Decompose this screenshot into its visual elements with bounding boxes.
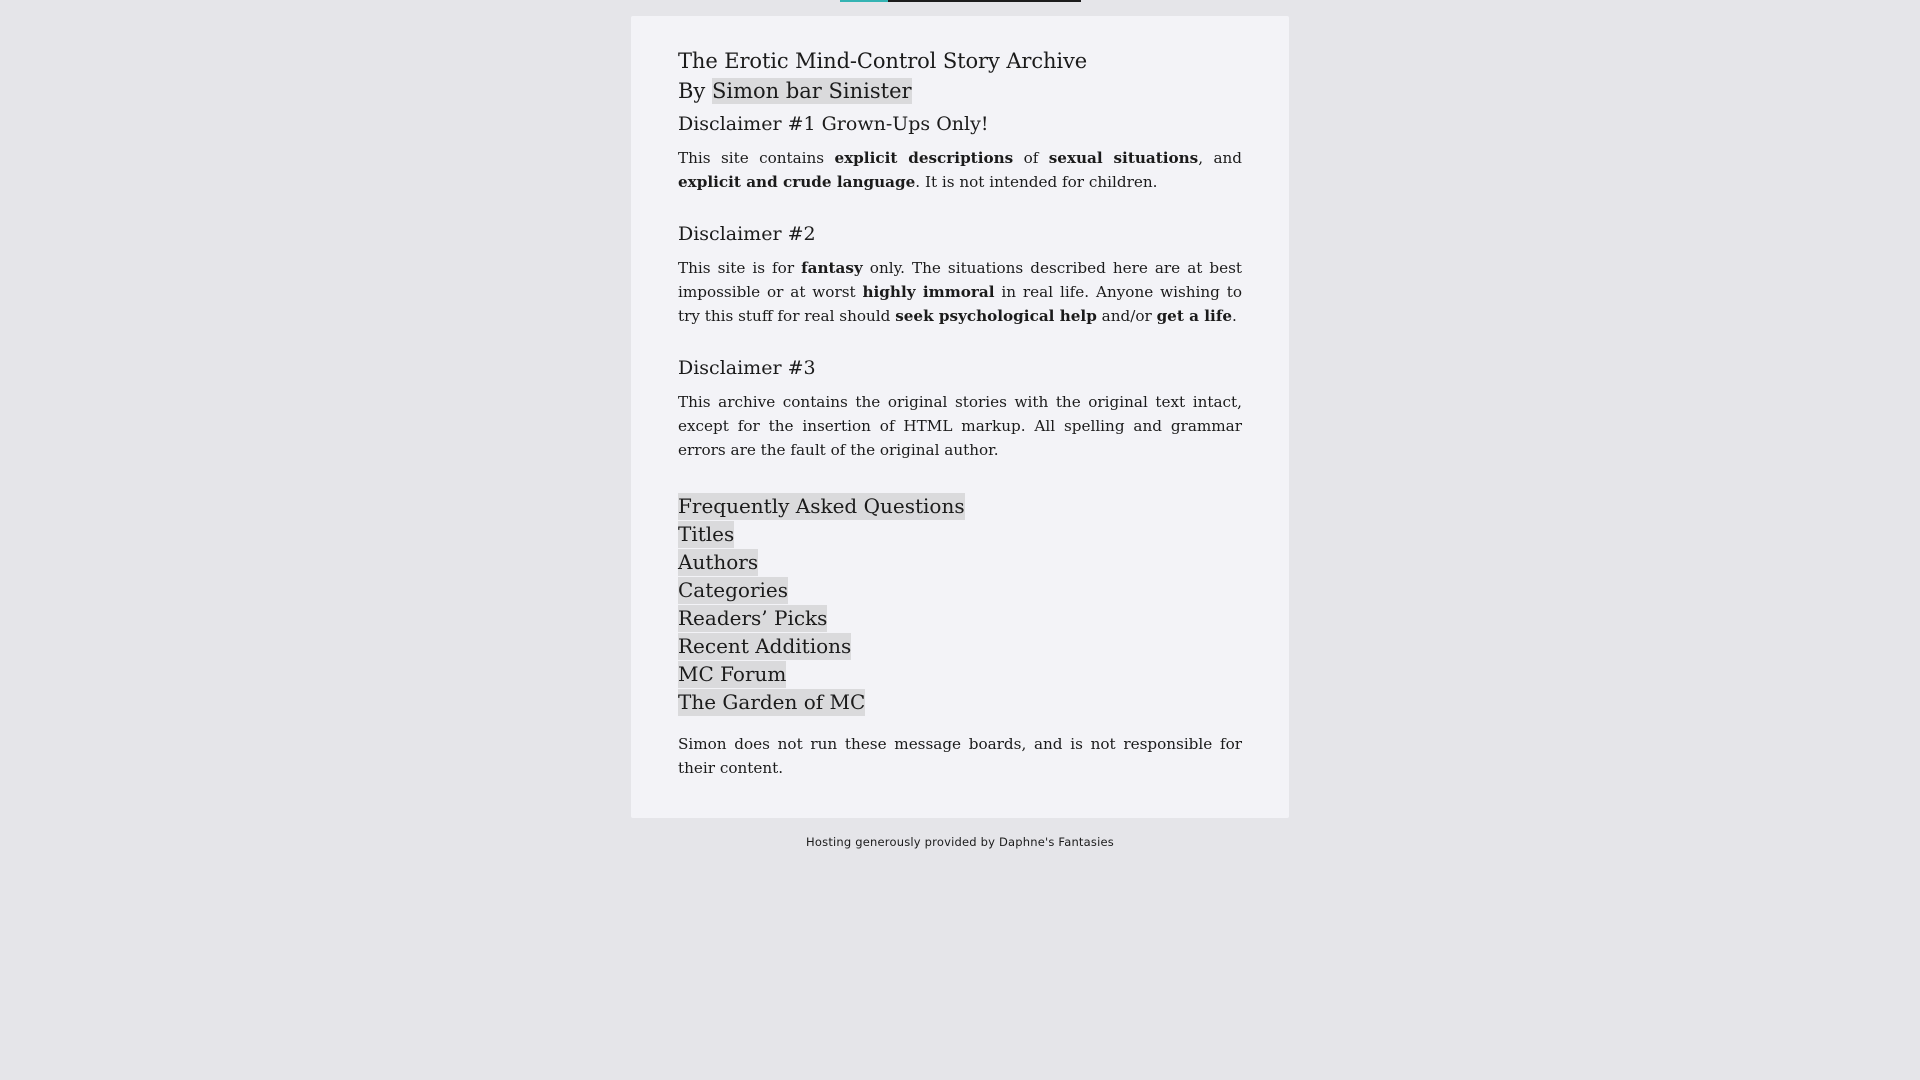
nav-link-faq[interactable]: Frequently Asked Questions [678, 494, 965, 518]
disclaimer-2-text [678, 256, 1242, 328]
main-card [631, 16, 1289, 818]
text-run: only. The situations described here are at best impossible or at worst [678, 259, 1242, 301]
nav-item-faq [678, 492, 1242, 520]
text-run: . It is not intended for children. [915, 173, 1158, 191]
disclaimer-1-text [678, 146, 1242, 194]
site-nav [678, 492, 1242, 716]
disclaimer-1-title: Disclaimer #1 Grown-Ups Only! [678, 113, 989, 135]
text-run: , and [1198, 149, 1243, 167]
byline [678, 76, 1242, 106]
bold-run: highly immoral [862, 283, 995, 301]
disclaimer-3-title: Disclaimer #3 [678, 357, 816, 379]
disclaimer-2 [678, 220, 1242, 328]
footer-prefix: Hosting generously provided by [806, 835, 999, 849]
disclaimer-2-title: Disclaimer #2 [678, 223, 816, 245]
bold-run: seek psychological help [895, 307, 1097, 325]
nav-link-mc-forum[interactable]: MC Forum [678, 662, 787, 686]
footer [0, 835, 1920, 849]
nav-link-readers-picks[interactable]: Readers’ Picks [678, 606, 828, 630]
text-run: This site is for [678, 259, 802, 277]
top-progress-accent [840, 0, 888, 2]
text-run: This site contains [678, 149, 835, 167]
spacer [678, 194, 1242, 220]
nav-item-mc-forum [678, 660, 1242, 688]
bold-run: sexual situations [1048, 149, 1199, 167]
text-run: and/or [1096, 307, 1157, 325]
site-title: The Erotic Mind-Control Story Archive [678, 49, 1088, 73]
bold-run: explicit and crude language [678, 173, 916, 191]
nav-link-garden-of-mc[interactable]: The Garden of MC [678, 690, 866, 714]
disclaimer-3-text: This archive contains the original stories with the original text intact, except for the insertion of HTML markup. All spelling and grammar errors are the fault of the original author. [678, 393, 1242, 459]
bold-run: get a life [1156, 307, 1233, 325]
bold-run: explicit descriptions [834, 149, 1014, 167]
text-run: in real life. Anyone wishing to try this stuff for real should [678, 283, 1243, 325]
nav-item-titles [678, 520, 1242, 548]
nav-item-readers-picks [678, 604, 1242, 632]
nav-item-categories [678, 576, 1242, 604]
disclaimer-1 [678, 110, 1242, 194]
top-progress-bar [840, 0, 1081, 2]
byline-prefix: By [678, 79, 712, 103]
text-run: . [1232, 307, 1237, 325]
nav-link-titles[interactable]: Titles [678, 522, 735, 546]
nav-link-recent-additions[interactable]: Recent Additions [678, 634, 852, 658]
bold-run: fantasy [801, 259, 863, 277]
footer-host-link[interactable]: Daphne's Fantasies [998, 835, 1114, 849]
forum-note: Simon does not run these message boards, and is not responsible for their content. [678, 735, 1242, 777]
nav-item-authors [678, 548, 1242, 576]
author-link[interactable]: Simon bar Sinister [711, 79, 912, 103]
nav-item-garden-of-mc [678, 688, 1242, 716]
nav-item-recent-additions [678, 632, 1242, 660]
nav-link-categories[interactable]: Categories [678, 578, 788, 602]
text-run: of [1013, 149, 1049, 167]
nav-link-authors[interactable]: Authors [678, 550, 759, 574]
disclaimer-3 [678, 354, 1242, 462]
spacer [678, 328, 1242, 354]
